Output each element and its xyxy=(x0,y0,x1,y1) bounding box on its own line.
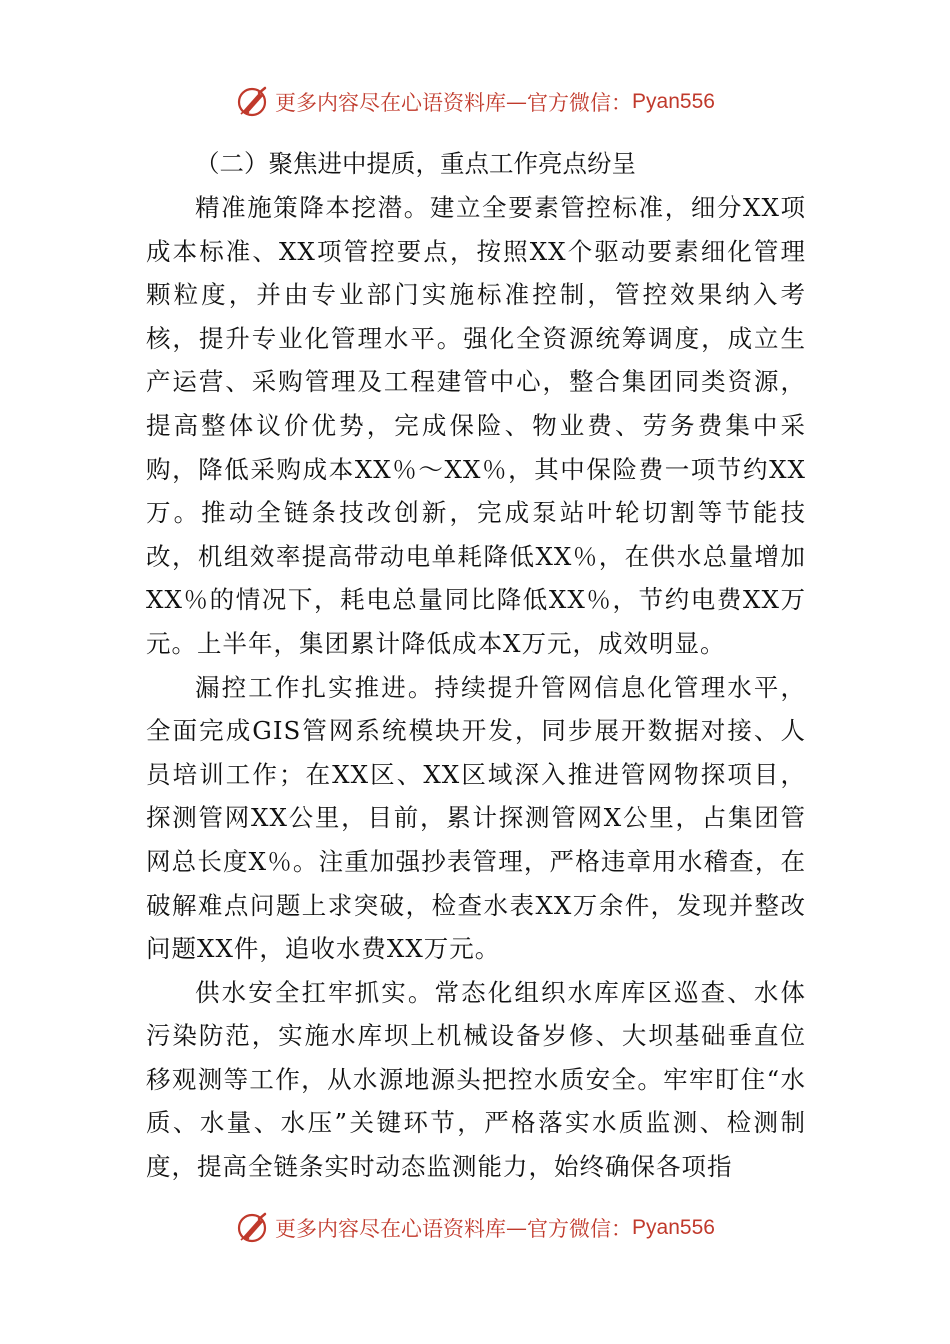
watermark-separator: — xyxy=(506,90,528,114)
watermark-wechat: Pyan556 xyxy=(632,1216,715,1239)
watermark-label: 官方微信： xyxy=(527,1217,633,1241)
paragraph-leak-control: 漏控工作扎实推进。持续提升管网信息化管理水平，全面完成GIS管网系统模块开发，同步展开数据对接、人员培训工作；在XX区、XX区域深入推进管网物探项目，探测管网XX公里，目前，累计探测管网X公里，占集团管网总长度X％。注重加强抄表管理，严格违章用水稽查，在破解难点问题上求突破，检查水表XX万余件，发现并整改问题XX件，追收水费XX万元。 xyxy=(146,672,806,964)
watermark-text: 更多内容尽在心语资料库 xyxy=(275,1217,507,1241)
pen-logo-icon xyxy=(235,1210,271,1246)
paragraph-cost-reduction: 精准施策降本挖潜。建立全要素管控标准，细分XX项成本标准、XX项管控要点，按照XX个驱动要素细化管理颗粒度，并由专业部门实施标准控制，管控效果纳入考核，提升专业化管理水平。强化全资源统筹调度，成立生产运营、采购管理及工程建管中心，整合集团同类资源，提高整体议价优势，完成保险、物业费、劳务费集中采购，降低采购成本XX％～XX％，其中保险费一项节约XX万。推动全链条技改创新，完成泵站叶轮切割等节能技改，机组效率提高带动电单耗降低XX％，在供水总量增加XX％的情况下，耗电总量同比降低XX％，节约电费XX万元。上半年，集团累计降低成本X万元，成效明显。 xyxy=(146,193,806,658)
watermark-separator: — xyxy=(506,1216,528,1240)
section-title: （二）聚焦进中提质，重点工作亮点纷呈 xyxy=(195,149,636,178)
paragraph-water-safety: 供水安全扛牢抓实。常态化组织水库库区巡查、水体污染防范，实施水库坝上机械设备岁修、大坝基础垂直位移观测等工作，从水源地源头把控水质安全。牢牢盯住“水质、水量、水压”关键环节，严格落实水质监测、检测制度，提高全链条实时动态监测能力，始终确保各项指 xyxy=(146,977,806,1182)
watermark-banner-top xyxy=(0,82,950,122)
watermark-wechat: Pyan556 xyxy=(632,90,715,113)
pen-logo-icon xyxy=(235,84,271,120)
document-body xyxy=(146,142,806,1189)
watermark-label: 官方微信： xyxy=(527,91,633,115)
watermark-banner-bottom xyxy=(0,1208,950,1248)
watermark-text: 更多内容尽在心语资料库 xyxy=(275,91,507,115)
